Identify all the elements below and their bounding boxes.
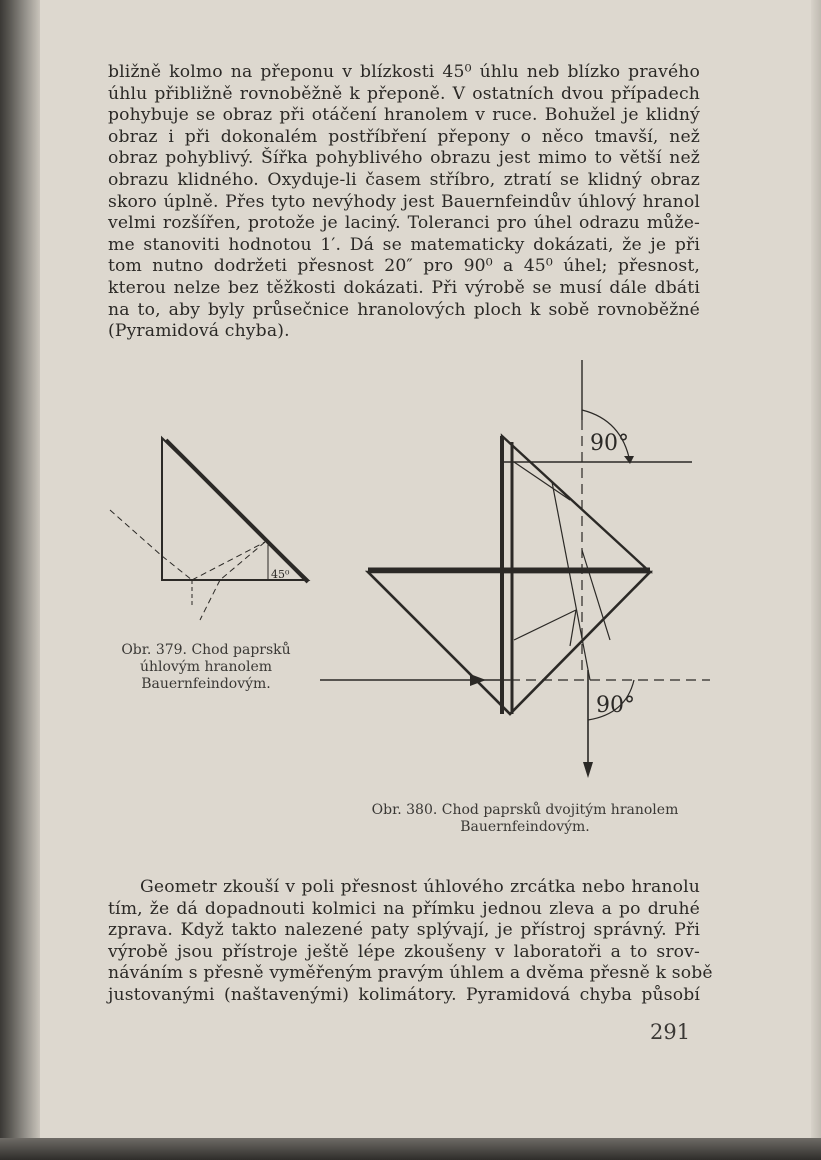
internal-ray-2	[220, 542, 265, 580]
text-line: výrobě jsou přístroje ještě lépe zkoušeny v laboratoři a to srov-	[108, 941, 700, 962]
text-line: (Pyramidová chyba).	[108, 321, 290, 342]
text-line: tím, že dá dopadnouti kolmici na přímku jednou zleva a po druhé	[108, 898, 700, 919]
text-line: úhlu přibližně rovnoběžně k přeponě. V ostatních dvou případech	[108, 83, 700, 104]
paragraph-2	[108, 877, 713, 1007]
text-line: kterou nelze bez těžkosti dokázati. Při výrobě se musí dále dbáti	[108, 277, 700, 298]
figure-380-caption	[330, 802, 720, 836]
internal-ray	[162, 556, 192, 580]
text-line: pohybuje se obraz při otáčení hranolem v ruce. Bohužel je klidný	[108, 105, 700, 126]
text-line: me stanoviti hodnotou 1′. Dá se matematicky dokázati, že je při	[108, 234, 700, 255]
text-line: obraz i při dokonalém postříbření přepony o něco tmavší, než	[108, 126, 700, 147]
text-line: bližně kolmo na přeponu v blízkosti 45⁰ úhlu neb blízko pravého	[108, 62, 700, 82]
text-line: obraz pohyblivý. Šířka pohyblivého obrazu jest mimo to větší než	[108, 148, 700, 169]
caption-line: Bauernfeindovým.	[460, 819, 590, 835]
internal-ray-f	[570, 610, 576, 646]
reflected-ray	[192, 542, 265, 580]
angle-label-bottom: 90°	[596, 693, 635, 718]
text-line: Geometr zkouší v poli přesnost úhlového zrcátka nebo hranolu	[140, 877, 700, 897]
text-line: justovanými (naštavenými) kolimátory. Pyramidová chyba působí	[108, 984, 700, 1005]
text-line: tom nutno dodržeti přesnost 20″ pro 90⁰ a 45⁰ úhel; přesnost,	[108, 256, 700, 277]
paragraph-1	[108, 62, 700, 343]
figure-380-diagram	[320, 350, 720, 790]
caption-line: úhlovým hranolem	[139, 659, 273, 675]
incident-ray	[110, 510, 162, 556]
arc-arrow-top	[624, 456, 634, 464]
exit-ray	[200, 580, 220, 620]
arrow-head-down	[583, 762, 593, 778]
page-number: 291	[650, 1020, 691, 1044]
caption-line: Obr. 380. Chod paprsků dvojitým hranolem	[371, 802, 679, 818]
angle-label-top: 90°	[590, 431, 629, 456]
text-line: na to, aby byly průsečnice hranolových ploch k sobě rovnoběžné	[108, 299, 700, 320]
text-line: zprava. Když takto nalezené paty splývají, je přístroj správný. Při	[108, 920, 700, 941]
page-edge	[811, 0, 821, 1160]
text-line: skoro úplně. Přes tyto nevýhody jest Bauernfeindův úhlový hranol	[108, 191, 700, 212]
text-line: velmi rozšířen, protože je laciný. Toleranci pro úhel odrazu může-	[108, 213, 700, 234]
scanner-bottom-edge	[0, 1138, 821, 1160]
figure-379-diagram	[100, 430, 320, 630]
caption-line: Obr. 379. Chod paprsků	[121, 642, 291, 658]
internal-ray-a	[514, 462, 570, 500]
text-line: obrazu klidného. Oxyduje-li časem stříbro, ztratí se klidný obraz	[108, 169, 700, 190]
figure-379-caption	[96, 642, 316, 693]
caption-line: Bauernfeindovým.	[141, 676, 271, 692]
text-line: náváním s přesně vyměřeným pravým úhlem a dvěma přesně k sobě	[108, 963, 713, 984]
hypotenuse-edge	[166, 440, 308, 582]
internal-ray-e	[514, 610, 576, 640]
book-binding-shadow	[0, 0, 40, 1160]
angle-label-45: 45⁰	[271, 568, 290, 581]
